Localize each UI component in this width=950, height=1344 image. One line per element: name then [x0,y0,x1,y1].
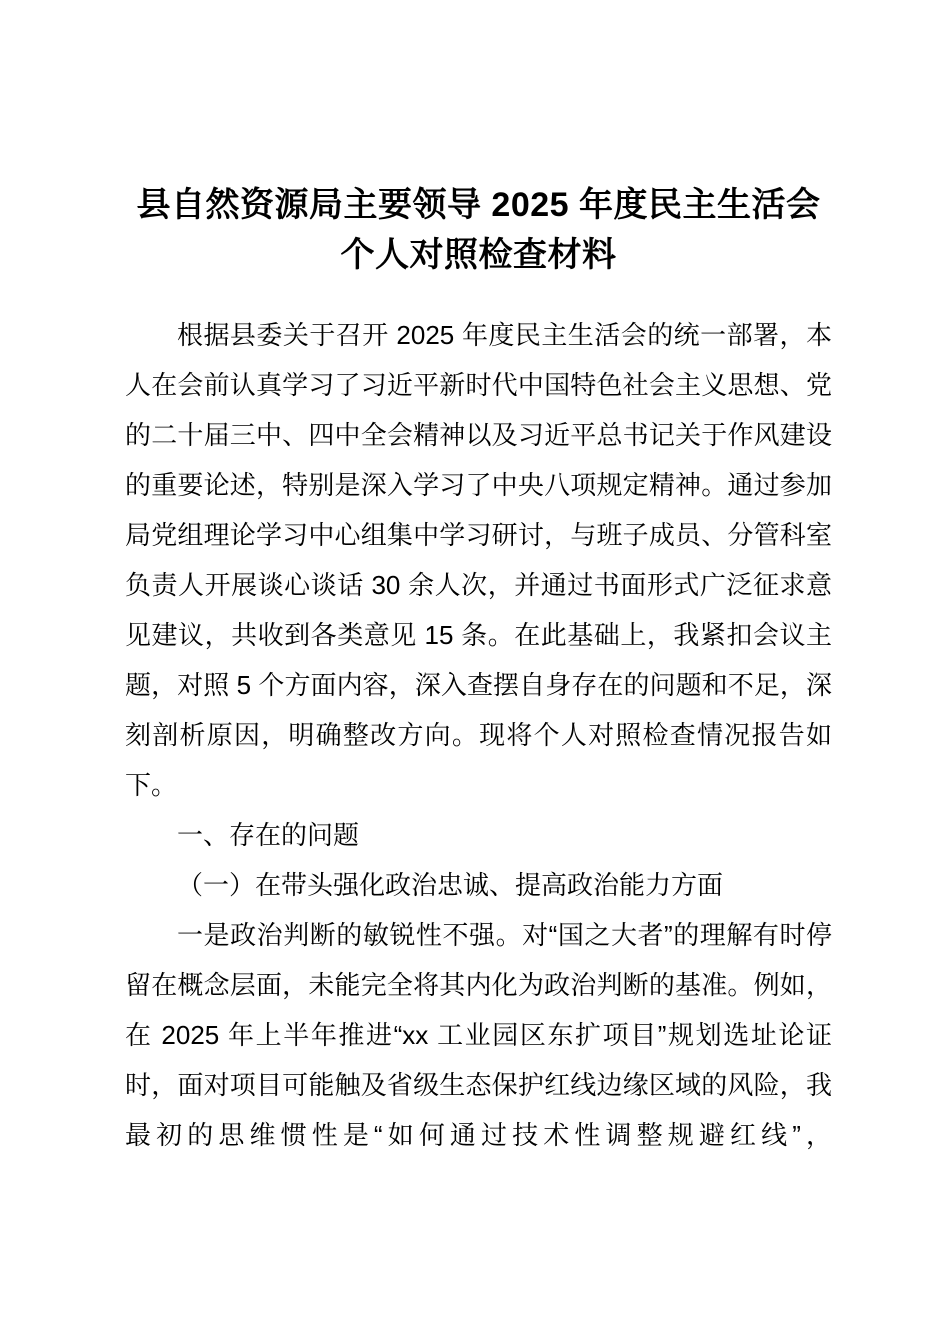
body-paragraph-political-judgment: 一是政治判断的敏锐性不强。对“国之大者”的理解有时停留在概念层面，未能完全将其内化为政治判断的基准。例如，在 2025 年上半年推进“xx 工业园区东扩项目”规划选址论证时，面对项目可能触及省级生态保护红线边缘区域的风险，我最初的思维惯性是“如何通过技术性调整规避红线”， [125,920,832,1150]
document-body [125,310,832,1160]
subsection-heading-political-loyalty: （一）在带头强化政治忠诚、提高政治能力方面 [177,870,724,900]
document-title-line-2: 个人对照检查材料 [340,236,617,274]
section-heading-problems: 一、存在的问题 [177,820,360,850]
intro-paragraph: 根据县委关于召开 2025 年度民主生活会的统一部署，本人在会前认真学习了习近平新时代中国特色社会主义思想、党的二十届三中、四中全会精神以及习近平总书记关于作风建设的重要论述，特别是深入学习了中央八项规定精神。通过参加局党组理论学习中心组集中学习研讨，与班子成员、分管科室负责人开展谈心谈话 30 余人次，并通过书面形式广泛征求意见建议，共收到各类意见 15 条。在此基础上，我紧扣会议主题，对照 5 个方面内容，深入查摆自身存在的问题和不足，深刻剖析原因，明确整改方向。现将个人对照检查情况报告如下。 [125,320,832,800]
document-title [125,180,832,280]
document-title-line-1: 县自然资源局主要领导 2025 年度民主生活会 [136,186,821,224]
